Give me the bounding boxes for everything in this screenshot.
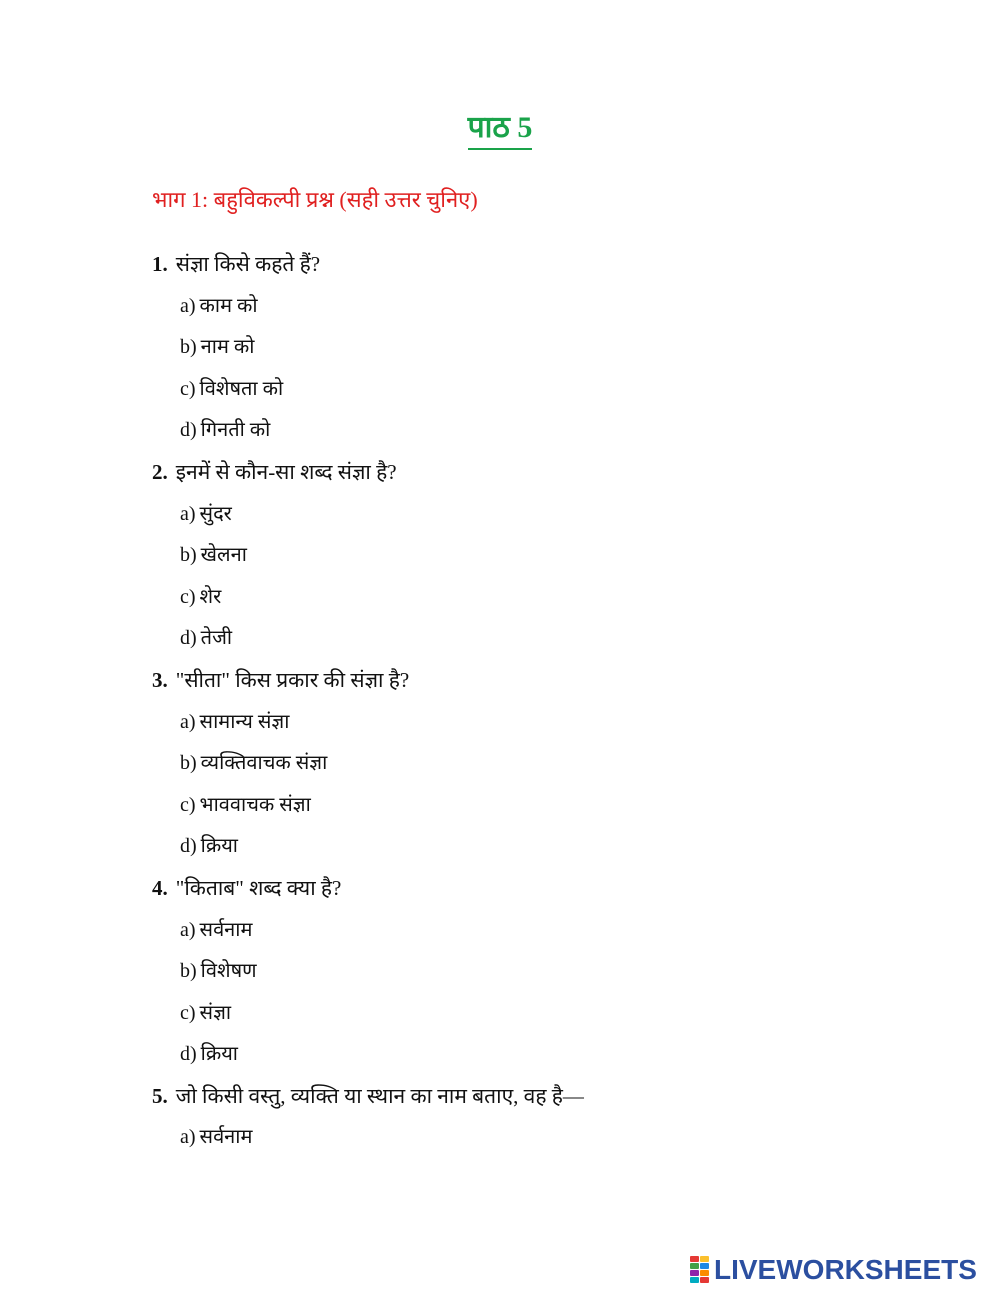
option-text: नाम को [200,336,255,359]
answer-option[interactable] [152,577,932,619]
option-text: विशेषता को [199,377,284,400]
option-text: भाववाचक संज्ञा [199,793,311,816]
option-label: c) [180,377,196,400]
option-text: व्यक्तिवाचक संज्ञा [200,752,328,775]
logo-block [700,1256,709,1262]
option-text: गिनती को [200,419,271,442]
logo-block [700,1270,709,1276]
option-label: c) [180,1001,196,1024]
question-1 [152,244,932,286]
logo-block [690,1270,699,1276]
option-label: d) [180,835,197,858]
option-text: सामान्य संज्ञा [199,710,290,733]
option-text: सुंदर [199,502,232,525]
answer-option[interactable] [152,910,932,952]
option-label: a) [180,710,196,733]
option-label: c) [180,793,196,816]
option-text: क्रिया [200,1043,238,1066]
question-3 [152,660,932,702]
logo-block [700,1263,709,1269]
logo-block [690,1256,699,1262]
question-5 [152,1076,932,1118]
option-text: क्रिया [200,835,238,858]
option-text: सर्वनाम [199,1126,253,1149]
answer-option[interactable] [152,702,932,744]
page-title [0,110,1000,150]
answer-option[interactable] [152,535,932,577]
question-text: इनमें से कौन-सा शब्द संज्ञा है? [175,459,397,484]
option-label: b) [180,336,197,359]
option-text: तेजी [200,627,233,650]
answer-option[interactable] [152,826,932,868]
question-2 [152,452,932,494]
brand-name: LIVEWORKSHEETS [714,1254,977,1285]
question-4 [152,868,932,910]
option-label: b) [180,544,197,567]
answer-option[interactable] [152,1034,932,1076]
answer-option[interactable] [152,785,932,827]
answer-option[interactable] [152,618,932,660]
option-label: a) [180,502,196,525]
option-label: b) [180,960,197,983]
question-text: "किताब" शब्द क्या है? [175,875,342,900]
liveworksheets-logo-icon [690,1256,710,1284]
option-text: काम को [199,294,258,317]
question-text: जो किसी वस्तु, व्यक्ति या स्थान का नाम बताए, वह है— [175,1083,584,1108]
option-label: d) [180,1043,197,1066]
option-label: d) [180,419,197,442]
question-text: संज्ञा किसे कहते हैं? [175,252,321,276]
option-text: विशेषण [200,960,257,983]
answer-option[interactable] [152,410,932,452]
question-number: 1. [152,252,168,276]
option-label: a) [180,294,196,317]
logo-block [690,1277,699,1283]
answer-option[interactable] [152,951,932,993]
option-label: d) [180,627,197,650]
logo-block [690,1263,699,1269]
answer-option[interactable] [152,494,932,536]
option-text: संज्ञा [199,1001,232,1024]
option-label: a) [180,1126,196,1149]
option-label: b) [180,752,197,775]
answer-option[interactable] [152,993,932,1035]
question-number: 4. [152,875,168,900]
logo-block [700,1277,709,1283]
question-number: 3. [152,667,168,692]
option-text: शेर [199,585,222,608]
option-text: खेलना [200,544,247,567]
option-label: c) [180,585,196,608]
section-heading: भाग 1: बहुविकल्पी प्रश्न (सही उत्तर चुनिए) [152,187,478,212]
liveworksheets-branding [690,1252,977,1288]
question-number: 5. [152,1083,168,1108]
answer-option[interactable] [152,286,932,328]
option-label: a) [180,918,196,941]
question-text: "सीता" किस प्रकार की संज्ञा है? [175,667,410,692]
answer-option[interactable] [152,327,932,369]
answer-option[interactable] [152,1117,932,1159]
answer-option[interactable] [152,743,932,785]
question-list [152,244,932,1159]
question-number: 2. [152,459,168,484]
answer-option[interactable] [152,369,932,411]
option-text: सर्वनाम [199,918,253,941]
page-title-text: पाठ 5 [468,110,533,150]
